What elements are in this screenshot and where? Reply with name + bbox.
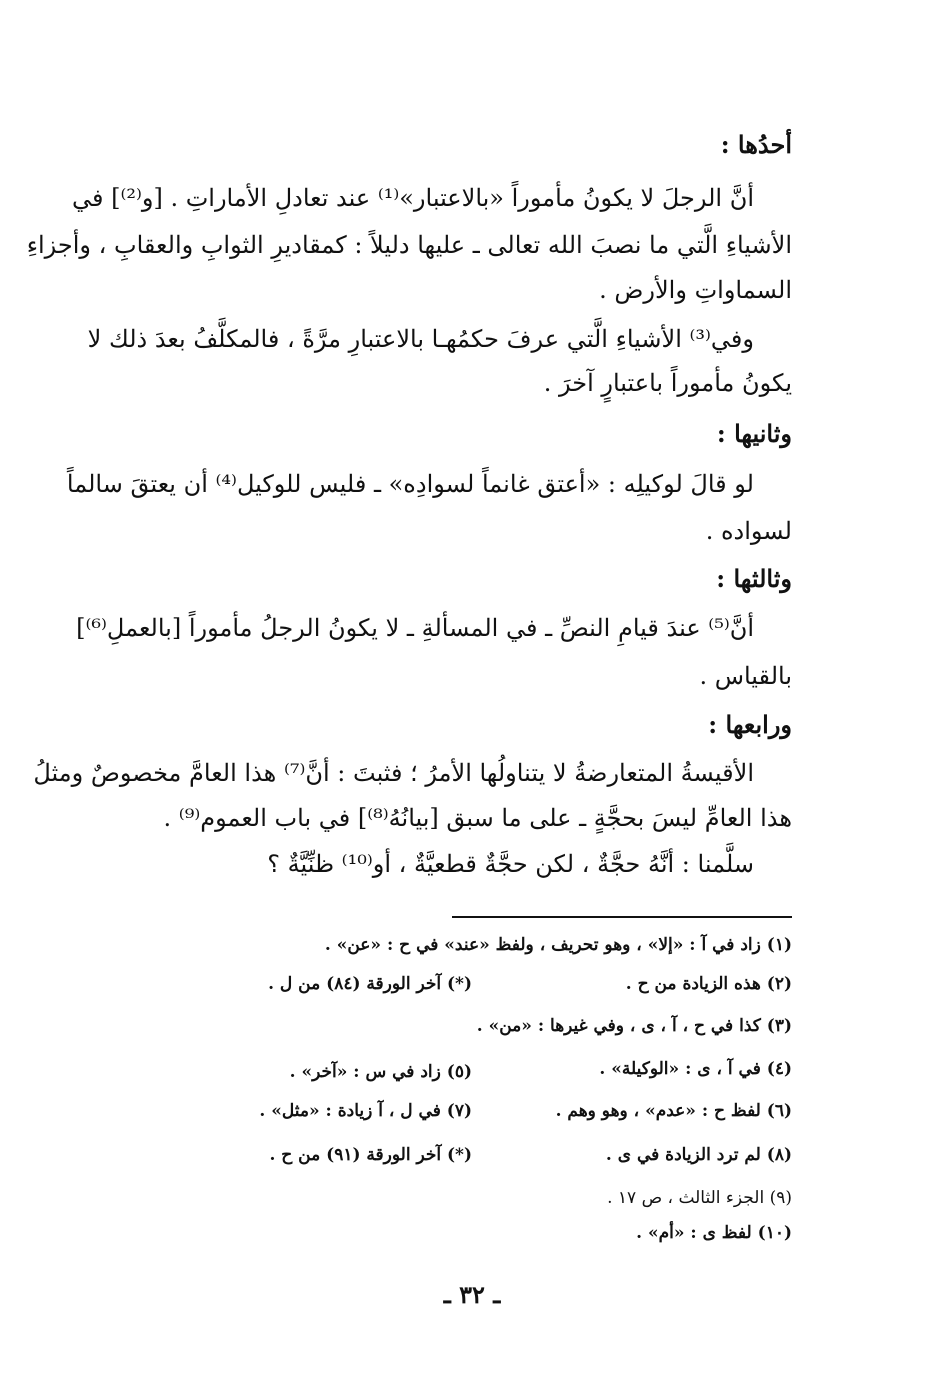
paragraph-4-line-1: أنَّ⁽⁵⁾ عندَ قيامِ النصِّ ـ في المسألةِ ـ لا يكونُ الرجلُ مأموراً [بالعملِ⁽⁶⁾]	[76, 614, 754, 642]
footnote-9: (٩) الجزء الثالث ، ص ١٧ .	[607, 1188, 792, 1208]
footnote-6: (٦) لفظ ح : «عدم» ، وهو وهم .	[555, 1101, 792, 1121]
footnote-folio-marker-2: (*) آخر الورقة (٩١) من ح .	[269, 1145, 472, 1165]
paragraph-1-line-3: السماواتِ والأرض .	[599, 276, 792, 304]
paragraph-4-line-2: بالقياس .	[699, 662, 792, 690]
paragraph-2-line-2: يكونُ مأموراً باعتبارٍ آخرَ .	[543, 369, 792, 397]
footnote-10: (١٠) لفظ ى : «أم» .	[636, 1223, 792, 1243]
footnote-folio-marker-1: (*) آخر الورقة (٨٤) من ل .	[268, 974, 472, 994]
footnote-1: (١) زاد في آ : «إلا» ، وهو تحريف ، ولفظ «عند» في ح : «عن» .	[324, 935, 792, 955]
paragraph-3-line-2: لسواده .	[705, 517, 792, 545]
footnote-3: (٣) كذا في ح ، آ ، ى ، وفي غيرها : «من» .	[476, 1016, 792, 1036]
heading-fourth: ورابعها :	[708, 710, 792, 739]
page-number: ـ ٣٢ ـ	[443, 1280, 501, 1309]
heading-second: وثانيها :	[716, 419, 792, 448]
footnote-8: (٨) لم ترد الزيادة في ى .	[605, 1145, 792, 1165]
footnote-5: (٥) زاد في س : «آخر» .	[289, 1062, 472, 1082]
paragraph-2-line-1: وفي⁽³⁾ الأشياءِ الَّتي عرفَ حكمُهـا بالاعتبارِ مرَّةً ، فالمكلَّفُ بعدَ ذلك لا	[87, 325, 754, 353]
heading-third: وثالثها :	[716, 564, 792, 593]
footnote-4: (٤) في آ ، ى : «الوكيلة» .	[599, 1059, 792, 1079]
paragraph-6-line-1: سلَّمنا : أنَّهُ حجَّةٌ ، لكن حجَّةٌ قطعيَّةٌ ، أو⁽¹⁰⁾ ظنِّيَّةٌ ؟	[267, 850, 754, 878]
footnote-divider	[452, 916, 792, 918]
paragraph-1-line-2: الأشياءِ الَّتي ما نصبَ الله تعالى ـ عليها دليلاً : كمقاديرِ الثوابِ والعقابِ ، وأجزاءِ	[26, 231, 792, 259]
footnote-7: (٧) في ل ، آ زيادة : «مثل» .	[259, 1101, 472, 1121]
paragraph-1-line-1: أنَّ الرجلَ لا يكونُ مأموراً «بالاعتبار»⁽¹⁾ عند تعادلِ الأماراتِ . [و⁽²⁾] في	[71, 184, 754, 212]
heading-first: أحدُها :	[720, 130, 792, 159]
footnote-2: (٢) هذه الزيادة من ح .	[625, 974, 792, 994]
paragraph-3-line-1: لو قالَ لوكيلِه : «أعتق غانماً لسوادِه» ـ فليس للوكيل⁽⁴⁾ أن يعتقَ سالماً	[66, 470, 754, 498]
paragraph-5-line-1: الأقيسةُ المتعارضةُ لا يتناولُها الأمرُ ؛ فثبتَ : أنَّ⁽⁷⁾ هذا العامَّ مخصوصٌ ومثلُ	[33, 759, 754, 787]
paragraph-5-line-2: هذا العامِّ ليسَ بحجَّةٍ ـ على ما سبق [بيانُهُ⁽⁸⁾] في باب العموم⁽⁹⁾ .	[163, 804, 792, 832]
